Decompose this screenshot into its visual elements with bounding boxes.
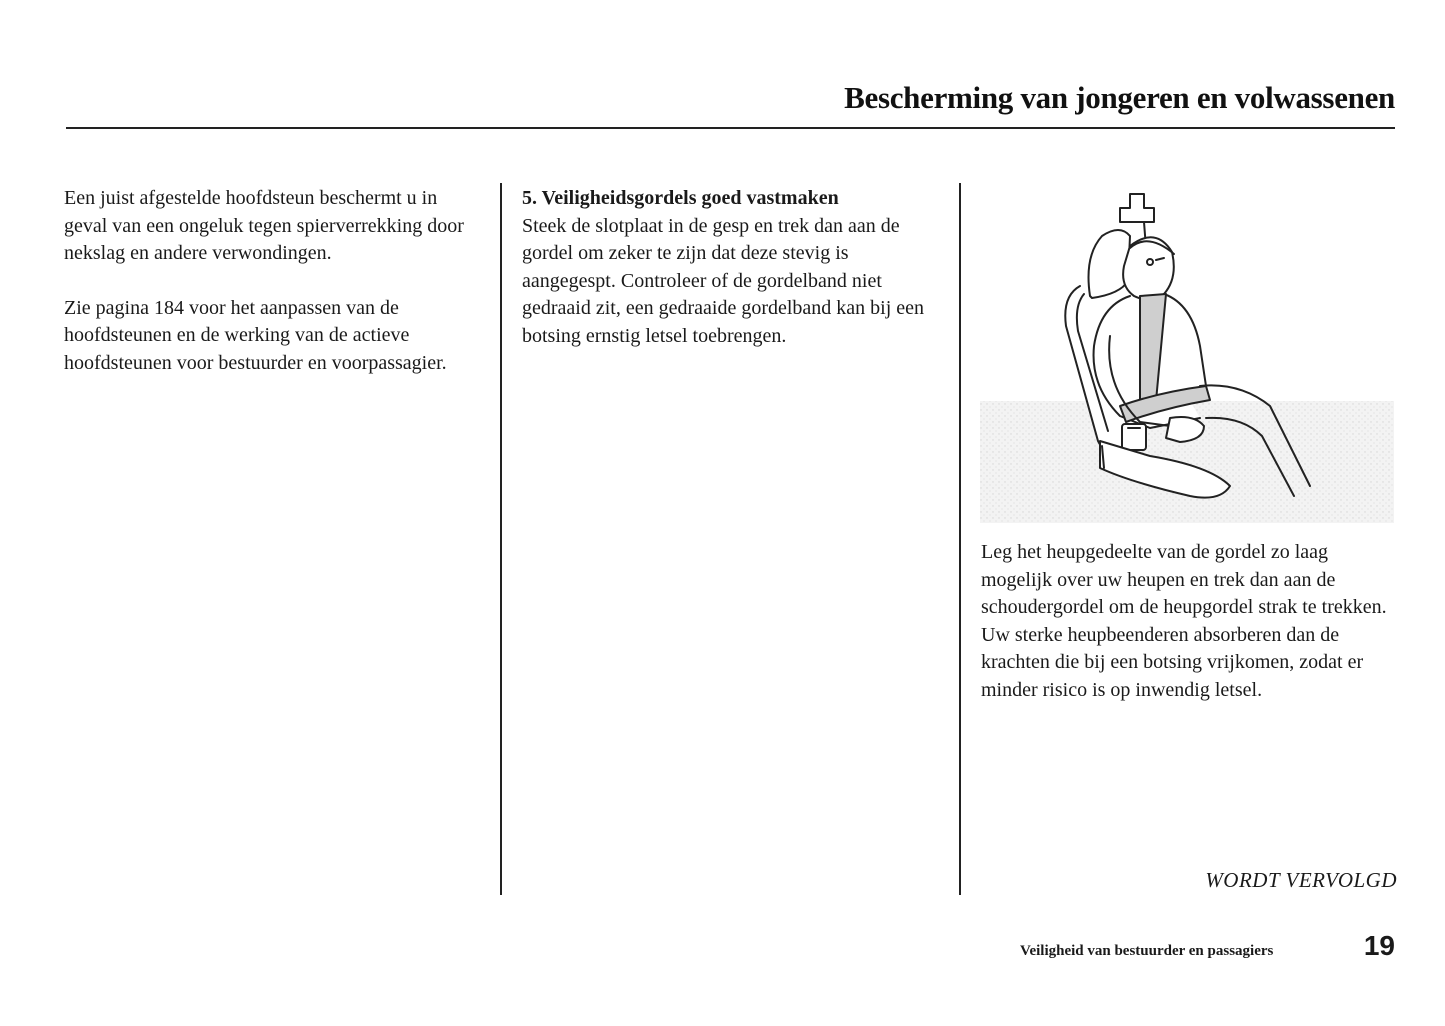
seatbelt-illustration	[980, 186, 1394, 523]
page-title: Bescherming van jongeren en volwassenen	[844, 80, 1395, 115]
paragraph-buckle-instructions: Steek de slotplaat in de gesp en trek dan aan de gordel om zeker te zijn dat deze stevig is aangegespt. Controleer of de gordelband niet gedraaid zit, een gedraaide gordelband kan bij een botsing ernstig letsel toebrengen.	[522, 214, 925, 347]
column-divider-right	[959, 183, 961, 895]
column-right	[981, 539, 1391, 731]
column-left	[64, 185, 484, 404]
paragraph-lap-belt: Leg het heupgedeelte van de gordel zo laag mogelijk over uw heupen en trek dan aan de schoudergordel om de heupgordel strak te trekken. Uw sterke heupbeenderen absorberen dan de krachten die bij een botsing vrijkomen, zodat er minder risico is op inwendig letsel.	[981, 541, 1387, 701]
section-heading-seatbelts: 5. Veiligheidsgordels goed vastmaken	[522, 187, 839, 209]
column-divider-left	[500, 183, 502, 895]
paragraph-headrest-reference: Zie pagina 184 voor het aanpassen van de hoofdsteunen en de werking van de actieve hoofdsteunen voor bestuurder en voorpassagier.	[64, 296, 447, 374]
header-rule	[66, 127, 1395, 129]
column-middle	[522, 185, 947, 377]
continued-label: WORDT VERVOLGD	[1205, 868, 1397, 892]
footer-section-label: Veiligheid van bestuurder en passagiers	[1020, 943, 1274, 959]
page-number: 19	[1363, 930, 1395, 961]
paragraph-headrest-protection: Een juist afgestelde hoofdsteun beschermt u in geval van een ongeluk tegen spierverrekking door nekslag en andere verwondingen.	[64, 187, 464, 264]
